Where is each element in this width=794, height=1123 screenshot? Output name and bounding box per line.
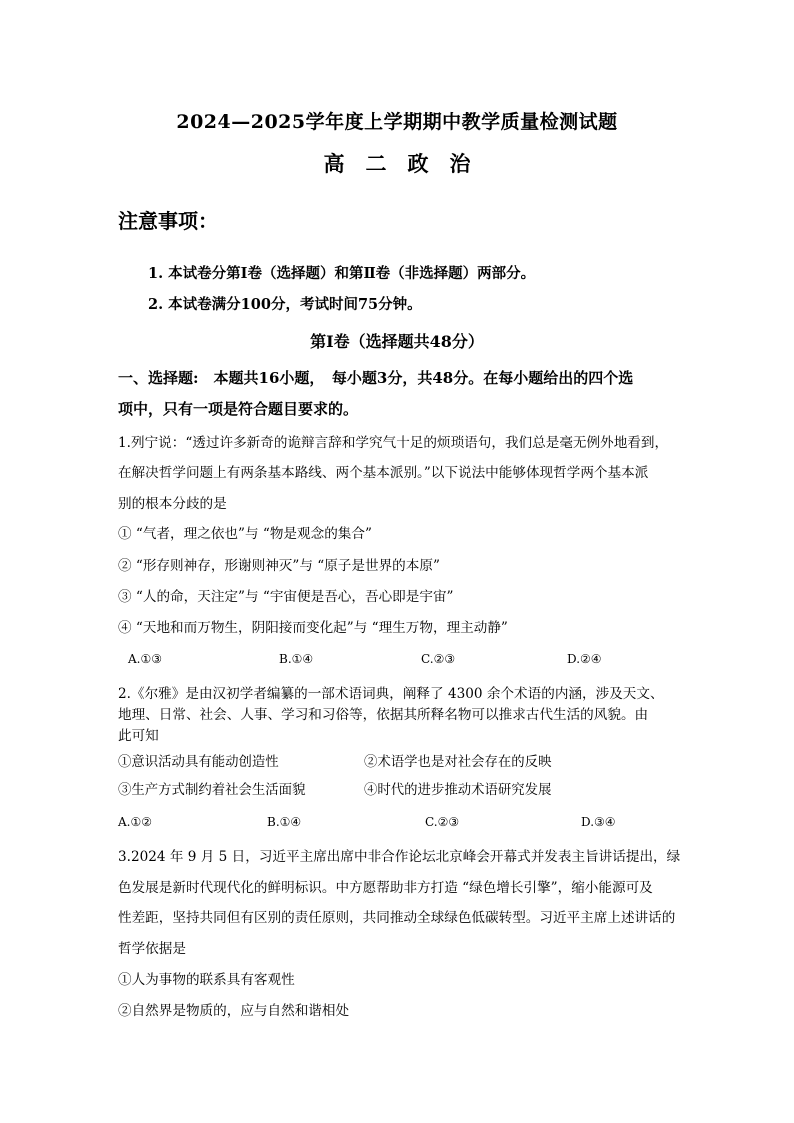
question-1-stem: 在解决哲学问题上有两条基本路线、两个基本派别。”以下说法中能够体现哲学两个基本派 xyxy=(118,465,649,481)
question-3-stem: 性差距，坚持共同但有区别的责任原则，共同推动全球绿色低碳转型。习近平主席上述讲话的 xyxy=(118,910,676,926)
question-3-stem: 哲学依据是 xyxy=(118,941,186,957)
question-2-answer-d: D.③④ xyxy=(581,815,616,829)
question-1-stem: 别的根本分歧的是 xyxy=(118,496,227,512)
question-1-answer-a: A.①③ xyxy=(128,652,162,666)
question-3-item: ①人为事物的联系具有客观性 xyxy=(118,972,295,988)
section-instructions: 一、选择题: 本题共16小题， 每小题3分，共48分。在每小题给出的四个选 xyxy=(118,369,634,387)
notice-rule: 2. 本试卷满分100分，考试时间75分钟。 xyxy=(148,296,422,313)
question-1-answer-b: B.①④ xyxy=(279,652,314,666)
question-2-stem: 2.《尔雅》是由汉初学者编纂的一部术语词典，阐释了 4300 余个术语的内涵，涉及天文、 xyxy=(118,686,664,702)
question-2-item: ③生产方式制约着社会生活面貌 xyxy=(118,783,306,798)
notice-rule: 1. 本试卷分第Ⅰ卷（选择题）和第Ⅱ卷（非选择题）两部分。 xyxy=(148,265,536,282)
subject-title: 高 二 政 治 xyxy=(323,151,471,176)
question-1-item: ② “形存则神存，形谢则神灭”与 “原子是世界的本原” xyxy=(118,558,440,574)
question-1-item: ① “气者，理之依也”与 “物是观念的集合” xyxy=(118,526,372,542)
question-2-item: ①意识活动具有能动创造性 xyxy=(118,755,279,770)
question-2-answer-b: B.①④ xyxy=(267,815,302,829)
question-2-item: ④时代的进步推动术语研究发展 xyxy=(364,783,552,798)
question-1-item: ④ “天地和而万物生，阴阳接而变化起”与 “理生万物，理主动静” xyxy=(118,620,508,636)
question-1-answer-c: C.②③ xyxy=(421,652,456,666)
question-1-item: ③ “人的命，天注定”与 “宇宙便是吾心，吾心即是宇宙” xyxy=(118,589,454,605)
section-instructions: 项中，只有一项是符合题目要求的。 xyxy=(118,400,359,418)
question-2-stem: 此可知 xyxy=(118,728,159,744)
question-1-answer-d: D.②④ xyxy=(567,652,602,666)
question-3-stem: 色发展是新时代现代化的鲜明标识。中方愿帮助非方打造 “绿色增长引擎”，缩小能源可及 xyxy=(118,880,653,896)
question-2-stem: 地理、日常、社会、人事、学习和习俗等，依据其所释名物可以推求古代生活的风貌。由 xyxy=(118,707,649,723)
part1-heading: 第Ⅰ卷（选择题共48分） xyxy=(310,332,484,351)
question-2-answer-c: C.②③ xyxy=(425,815,460,829)
exam-title: 2024—2025学年度上学期期中教学质量检测试题 xyxy=(176,111,618,133)
question-3-item: ②自然界是物质的，应与自然和谐相处 xyxy=(118,1003,350,1019)
notice-heading: 注意事项： xyxy=(118,209,218,233)
question-2-answer-a: A.①② xyxy=(118,815,152,829)
question-2-item: ②术语学也是对社会存在的反映 xyxy=(364,755,552,770)
question-3-stem: 3.2024 年 9 月 5 日，习近平主席出席中非合作论坛北京峰会开幕式并发表主旨讲话提出，绿 xyxy=(118,849,681,865)
question-1-stem: 1.列宁说：“透过许多新奇的诡辩言辞和学究气十足的烦琐语句，我们总是毫无例外地看到， xyxy=(118,435,669,451)
